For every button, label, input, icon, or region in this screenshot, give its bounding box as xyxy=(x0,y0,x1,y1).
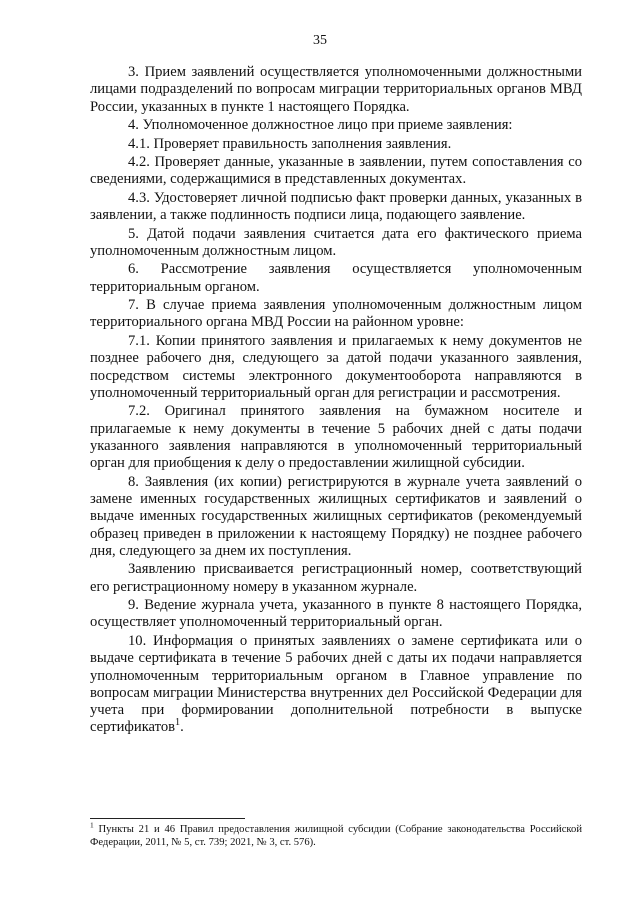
footnote-text: Пункты 21 и 46 Правил предоставления жилищной субсидии (Собрание законодательства Российской Федерации, 2011, № 5, ст. 739; 2021, № 3, ст. 576). xyxy=(90,824,582,848)
footnote-reference[interactable]: 1 xyxy=(175,717,181,729)
paragraph-4-1: 4.1. Проверяет правильность заполнения заявления. xyxy=(128,135,452,152)
paragraph-9: 9. Ведение журнала учета, указанного в пункте 8 настоящего Порядка, осуществляет уполномоченный территориальный орган. xyxy=(90,597,582,631)
paragraph-5: 5. Датой подачи заявления считается дата его фактического приема уполномоченным должностным лицом. xyxy=(90,225,582,259)
paragraph-7: 7. В случае приема заявления уполномоченным должностным лицом территориального органа МВД России на районном уровне: xyxy=(90,297,582,331)
footnote-marker: 1 xyxy=(90,820,94,830)
paragraph-8-continued: Заявлению присваивается регистрационный номер, соответствующий его регистрационному номеру в указанном журнале. xyxy=(90,561,582,595)
paragraph-7-2: 7.2. Оригинал принятого заявления на бумажном носителе и прилагаемые к нему документы в течение 5 рабочих дней с даты подачи указанного заявления направляются в уполномоченный территориальный орган для приобщения к делу о предоставлении жилищной субсидии. xyxy=(90,403,582,472)
paragraph-4-2: 4.2. Проверяет данные, указанные в заявлении, путем сопоставления со сведениями, содержащимися в представленных документах. xyxy=(90,154,582,188)
footnote-divider xyxy=(90,818,245,819)
paragraph-10-text: 10. Информация о принятых заявлениях о замене сертификата или о выдаче сертификата в течение 5 рабочих дней с даты их подачи направляется уполномоченным территориальным органом в Главное управление по вопросам миграции Министерства внутренних дел Российской Федерации для учета при формировании дополнительной потребности в выпуске сертификатов xyxy=(90,632,582,736)
document-body xyxy=(90,64,582,738)
paragraph-4: 4. Уполномоченное должностное лицо при приеме заявления: xyxy=(128,117,513,134)
paragraph-8: 8. Заявления (их копии) регистрируются в журнале учета заявлений о замене именных государственных жилищных сертификатов и заявлений о выдаче именных государственных жилищных сертификатов (рекомендуемый образец приведен в приложении к настоящему Порядку) не позднее рабочего дня, следующего за днем их поступления. xyxy=(90,473,582,559)
paragraph-4-3: 4.3. Удостоверяет личной подписью факт проверки данных, указанных в заявлении, а также подлинность подписи лица, подающего заявление. xyxy=(90,189,582,224)
page-number: 35 xyxy=(313,33,327,48)
paragraph-7-1: 7.1. Копии принятого заявления и прилагаемых к нему документов не позднее рабочего дня, следующего за датой подачи указанного заявления, посредством системы электронного документооборота направляются в уполномоченный территориальный орган для регистрации и рассмотрения. xyxy=(90,332,582,401)
paragraph-6: 6. Рассмотрение заявления осуществляется уполномоченным территориальным органом. xyxy=(90,261,582,295)
paragraph-10: 10. Информация о принятых заявлениях о замене сертификата или о выдаче сертификата в течение 5 рабочих дней с даты их подачи направляется уполномоченным территориальным органом в Главное управление по вопросам миграции Министерства внутренних дел Российской Федерации для учета при формировании дополнительной потребности в выпуске сертификатов$^1$. xyxy=(90,632,582,736)
paragraph-3: 3. Прием заявлений осуществляется уполномоченными должностными лицами подразделений по вопросам миграции территориальных органов МВД России, указанных в пункте 1 настоящего Порядка. xyxy=(90,64,582,115)
footnote xyxy=(90,820,582,849)
